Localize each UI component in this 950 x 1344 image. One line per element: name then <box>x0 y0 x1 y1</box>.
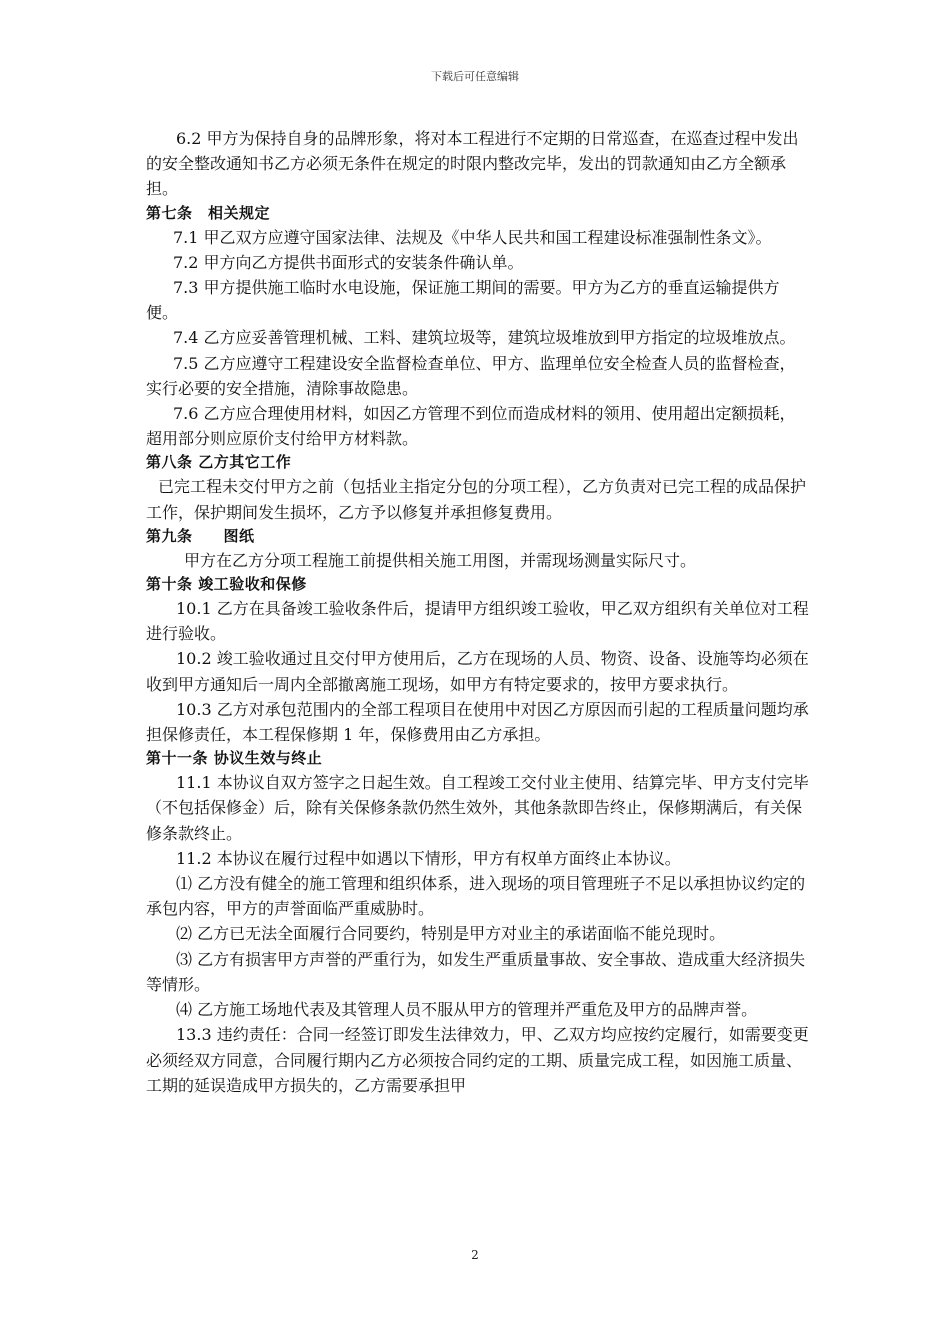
clause-6-2: 6.2 甲方为保持自身的品牌形象，将对本工程进行不定期的日常巡查，在巡查过程中发出的安全整改通知书乙方必须无条件在规定的时限内整改完毕，发出的罚款通知由乙方全额承担。 <box>146 129 799 199</box>
clause-13-3: 13.3 违约责任：合同一经签订即发生法律效力，甲、乙双方均应按约定履行，如需要变更必须经双方同意，合同履行期内乙方必须按合同约定的工期、质量完成工程，如因施工质量、工期的延误造成甲方损失的，乙方需要承担甲 <box>146 1025 809 1095</box>
clause-10-2: 10.2 竣工验收通过且交付甲方使用后，乙方在现场的人员、物资、设备、设施等均必须在收到甲方通知后一周内全部撤离施工现场，如甲方有特定要求的，按甲方要求执行。 <box>146 649 809 694</box>
clause-7-3: 7.3 甲方提供施工临时水电设施，保证施工期间的需要。甲方为乙方的垂直运输提供方便。 <box>146 278 780 323</box>
termination-item-3: ⑶ 乙方有损害甲方声誉的严重行为，如发生严重质量事故、安全事故、造成重大经济损失等情形。 <box>146 949 806 994</box>
section-10-heading: 第十条 竣工验收和保修 <box>146 575 307 594</box>
clause-10-1: 10.1 乙方在具备竣工验收条件后，提请甲方组织竣工验收，甲乙双方组织有关单位对工程进行验收。 <box>146 599 809 644</box>
clause-7-5: 7.5 乙方应遵守工程建设安全监督检查单位、甲方、监理单位安全检查人员的监督检查，实行必要的安全措施，清除事故隐患。 <box>146 353 796 398</box>
section-7-heading: 第七条 相关规定 <box>146 203 271 222</box>
section-9-heading: 第九条 图纸 <box>146 526 255 545</box>
section-8-heading: 第八条 乙方其它工作 <box>146 453 292 472</box>
clause-11-1: 11.1 本协议自双方签字之日起生效。自工程竣工交付业主使用、结算完毕、甲方支付完毕（不包括保修金）后，除有关保修条款仍然生效外，其他条款即告终止，保修期满后，有关保修条款终止。 <box>146 773 809 843</box>
clause-10-3: 10.3 乙方对承包范围内的全部工程项目在使用中对因乙方原因而引起的工程质量问题均承担保修责任，本工程保修期 1 年，保修费用由乙方承担。 <box>146 699 809 745</box>
termination-item-4: ⑷ 乙方施工场地代表及其管理人员不服从甲方的管理并严重危及甲方的品牌声誉。 <box>176 1000 758 1020</box>
clause-7-1: 7.1 甲乙双方应遵守国家法律、法规及《中华人民共和国工程建设标准强制性条文》。 <box>173 227 772 247</box>
page-number: 2 <box>471 1248 479 1262</box>
section-11-heading: 第十一条 协议生效与终止 <box>146 749 323 768</box>
clause-9: 甲方在乙方分项工程施工前提供相关施工用图，并需现场测量实际尺寸。 <box>184 550 697 570</box>
document-body <box>146 126 809 1098</box>
clause-7-6: 7.6 乙方应合理使用材料，如因乙方管理不到位而造成材料的领用、使用超出定额损耗，超用部分则应原价支付给甲方材料款。 <box>146 404 796 449</box>
clause-11-2: 11.2 本协议在履行过程中如遇以下情形，甲方有权单方面终止本协议。 <box>176 848 681 868</box>
termination-item-1: ⑴ 乙方没有健全的施工管理和组织体系，进入现场的项目管理班子不足以承担协议约定的承包内容，甲方的声誉面临严重威胁时。 <box>146 874 806 919</box>
clause-7-2: 7.2 甲方向乙方提供书面形式的安装条件确认单。 <box>173 252 524 272</box>
page-header: 下载后可任意编辑 <box>431 70 519 83</box>
termination-item-2: ⑵ 乙方已无法全面履行合同要约，特别是甲方对业主的承诺面临不能兑现时。 <box>176 924 726 944</box>
clause-7-4: 7.4 乙方应妥善管理机械、工料、建筑垃圾等，建筑垃圾堆放到甲方指定的垃圾堆放点。 <box>173 328 796 348</box>
clause-8: 已完工程未交付甲方之前（包括业主指定分包的分项工程），乙方负责对已完工程的成品保护工作，保护期间发生损坏，乙方予以修复并承担修复费用。 <box>146 477 807 522</box>
